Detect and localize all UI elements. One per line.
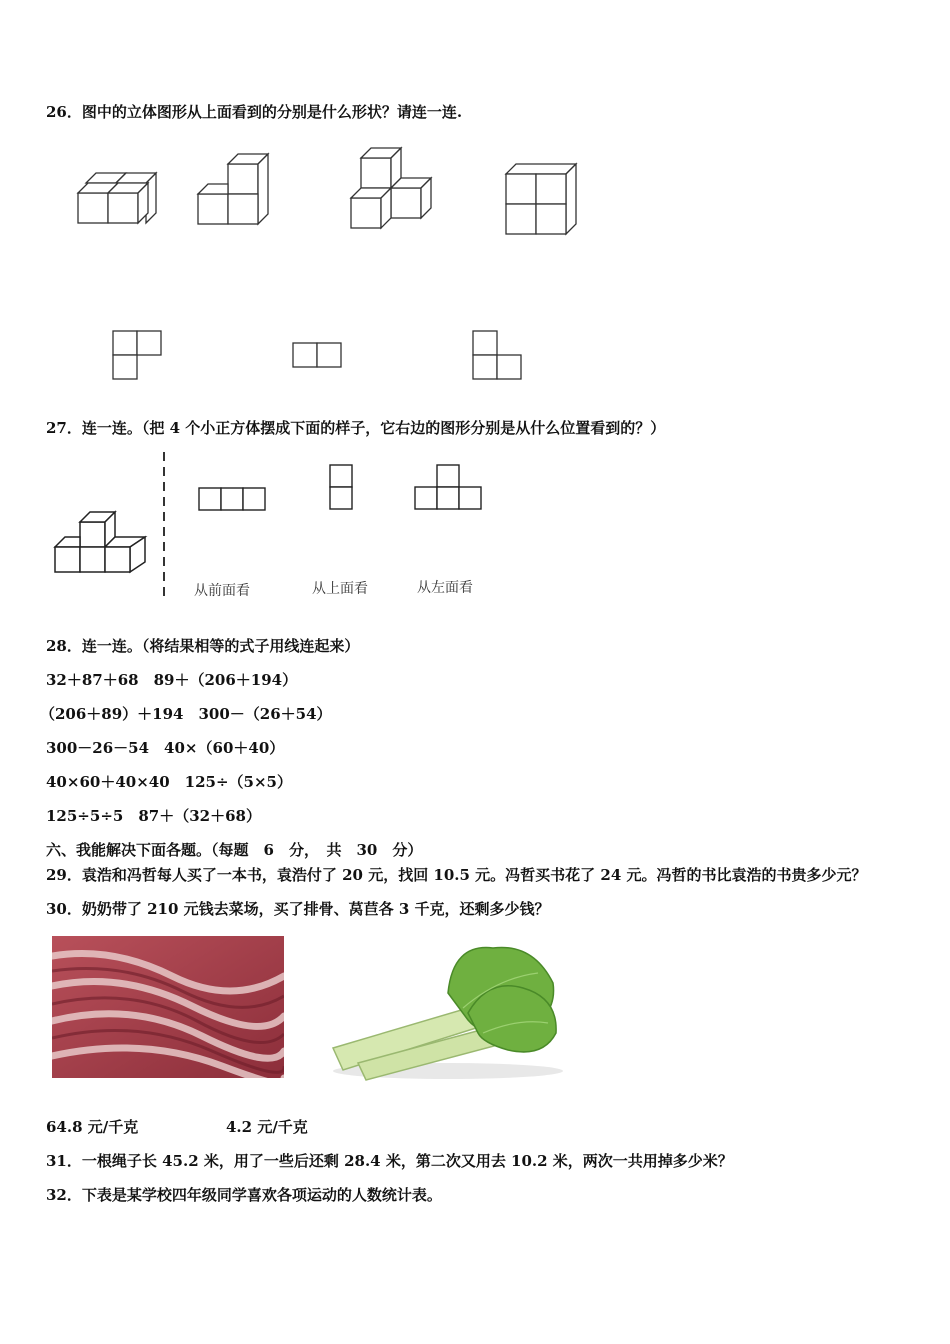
q28-row: （206＋89）＋194 300－（26＋54） (40, 705, 332, 723)
solid-figure-2 (190, 150, 280, 230)
q28-row: 300－26－54 40×（60＋40） (46, 739, 285, 757)
dashed-divider (160, 452, 168, 597)
lettuce-image (318, 938, 568, 1083)
q27-text: 27．连一连。（把 4 个小正方体摆成下面的样子，它右边的图形分别是从什么位置看到的？） (46, 419, 666, 437)
q28-row: 40×60＋40×40 125÷（5×5） (46, 773, 292, 791)
price-lettuce: 4.2 元/千克 (226, 1118, 308, 1136)
label-front: 从前面看 (194, 583, 250, 599)
solid-figure-4 (500, 158, 585, 243)
solid-figure-3 (345, 142, 440, 237)
left-view (412, 462, 484, 514)
ribs-image (52, 936, 284, 1078)
solid-figure-1 (70, 165, 160, 230)
top-view-3 (470, 328, 525, 383)
price-ribs: 64.8 元/千克 (46, 1118, 139, 1136)
q30-text: 30．奶奶带了 210 元钱去菜场，买了排骨、莴苣各 3 千克，还剩多少钱？ (46, 900, 550, 918)
front-view (196, 485, 268, 513)
section-heading: 六、我能解决下面各题。（每题 6 分， 共 30 分） (46, 841, 423, 859)
q27-solid-figure (50, 508, 150, 583)
top-view-1 (110, 328, 165, 383)
q28-row: 125÷5÷5 87＋（32＋68） (46, 807, 261, 825)
q28-row: 32＋87＋68 89＋（206＋194） (46, 671, 298, 689)
top-view (327, 462, 355, 514)
q32-text: 32．下表是某学校四年级同学喜欢各项运动的人数统计表。 (46, 1186, 442, 1204)
q31-text: 31．一根绳子长 45.2 米，用了一些后还剩 28.4 米，第二次又用去 10.2 米，两次一共用掉多少米？ (46, 1152, 733, 1170)
q29-text: 29．袁浩和冯哲每人买了一本书，袁浩付了 20 元，找回 10.5 元。冯哲买书花了 24 元。冯哲的书比袁浩的书贵多少元？ (46, 866, 867, 884)
q26-text: 26．图中的立体图形从上面看到的分别是什么形状？请连一连. (46, 103, 463, 121)
top-view-2 (290, 340, 345, 370)
q28-text: 28．连一连。（将结果相等的式子用线连起来） (46, 637, 360, 655)
label-top: 从上面看 (312, 581, 368, 597)
label-left: 从左面看 (417, 580, 473, 596)
